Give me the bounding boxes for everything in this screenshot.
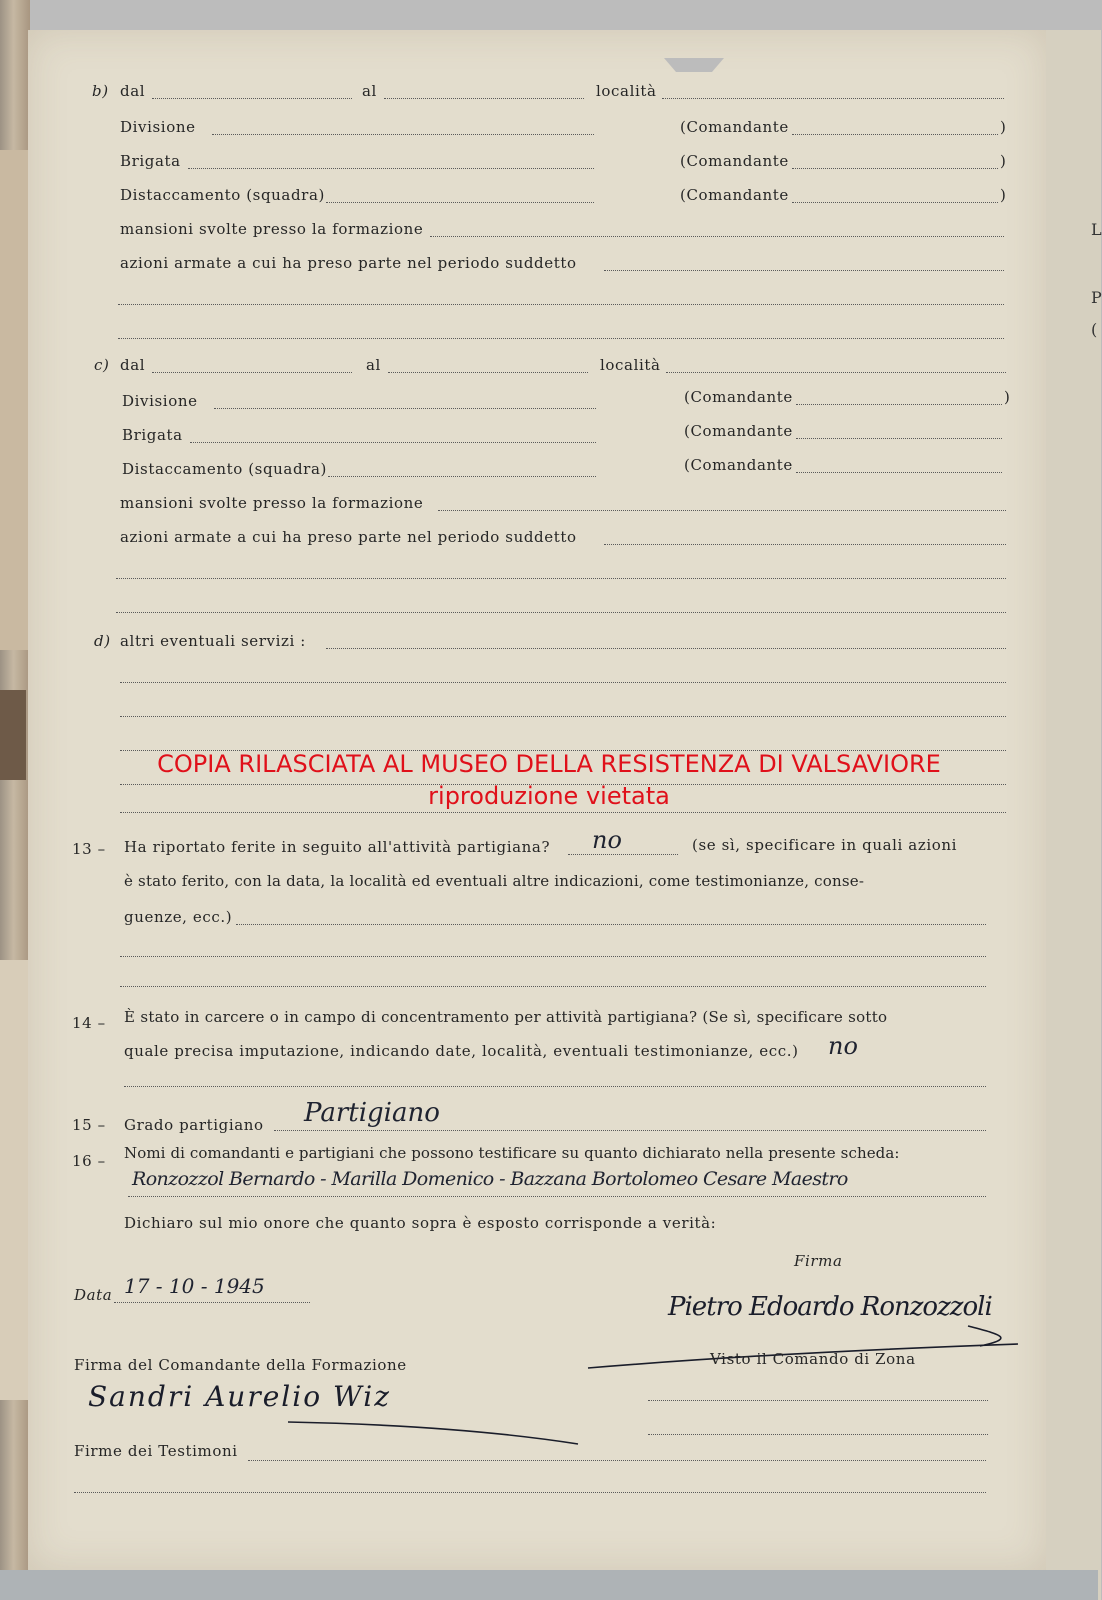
data-value: 17 - 10 - 1945 <box>124 1274 265 1298</box>
adjacent-page-edge <box>0 150 30 650</box>
fragment-text: ( <box>1091 320 1098 339</box>
paren-close: ) <box>1004 388 1011 406</box>
visto-comando-label: Visto il Comando di Zona <box>710 1350 916 1368</box>
comandante-signature: Sandri Aurelio Wiz <box>88 1380 391 1413</box>
label-divisione: Divisione <box>122 392 198 410</box>
q16-number: 16 – <box>72 1152 106 1170</box>
label-mansioni: mansioni svolte presso la formazione <box>120 494 424 512</box>
adjacent-page-right <box>1042 30 1101 1600</box>
scan-background-bottom <box>0 1570 1098 1600</box>
q16-answer: Ronzozzol Bernardo - Marilla Domenico - Bazzana Bortolomeo Cesare Maestro <box>132 1168 848 1190</box>
label-comandante: (Comandante <box>684 456 793 474</box>
label-brigata: Brigata <box>120 152 181 170</box>
field-line[interactable] <box>438 510 1006 511</box>
field-line[interactable] <box>326 202 594 203</box>
label-localita: località <box>596 82 657 100</box>
section-c-letter: c) <box>94 356 110 374</box>
field-line[interactable] <box>190 442 596 443</box>
firme-testimoni-label: Firme dei Testimoni <box>74 1442 238 1460</box>
firma-comandante-label: Firma del Comandante della Formazione <box>74 1356 407 1374</box>
label-azioni: azioni armate a cui ha preso parte nel periodo suddetto <box>120 528 577 546</box>
label-comandante: (Comandante <box>680 152 789 170</box>
field-line[interactable] <box>274 1130 986 1131</box>
field-line[interactable] <box>388 372 588 373</box>
data-label: Data <box>74 1286 113 1304</box>
field-line[interactable] <box>74 1492 986 1493</box>
field-line[interactable] <box>152 98 352 99</box>
field-line[interactable] <box>236 924 986 925</box>
field-line[interactable] <box>792 168 998 169</box>
q14-answer: no <box>828 1032 858 1060</box>
label-comandante: (Comandante <box>680 186 789 204</box>
field-line[interactable] <box>188 168 594 169</box>
field-line[interactable] <box>326 648 1006 649</box>
torn-notch <box>664 58 724 72</box>
field-line[interactable] <box>648 1434 988 1435</box>
q13-instruction-end: guenze, ecc.) <box>124 908 233 926</box>
q13-answer: no <box>592 826 622 854</box>
field-line[interactable] <box>152 372 352 373</box>
field-line[interactable] <box>120 956 986 957</box>
field-line[interactable] <box>118 304 1004 305</box>
label-dal: dal <box>120 356 146 374</box>
label-distaccamento: Distaccamento (squadra) <box>120 186 325 204</box>
label-brigata: Brigata <box>122 426 183 444</box>
label-localita: località <box>600 356 661 374</box>
field-line[interactable] <box>568 854 678 855</box>
field-line[interactable] <box>124 1086 986 1087</box>
section-d-letter: d) <box>94 632 111 650</box>
paren-close: ) <box>1000 152 1007 170</box>
person-signature: Pietro Edoardo Ronzozzoli <box>668 1292 992 1322</box>
field-line[interactable] <box>120 986 986 987</box>
adjacent-page-edge <box>0 960 30 1400</box>
field-line[interactable] <box>796 438 1002 439</box>
field-line[interactable] <box>116 578 1006 579</box>
field-line[interactable] <box>214 408 596 409</box>
field-line[interactable] <box>120 716 1006 717</box>
field-line[interactable] <box>120 682 1006 683</box>
field-line[interactable] <box>792 134 998 135</box>
field-line[interactable] <box>604 270 1004 271</box>
q13-question: Ha riportato ferite in seguito all'attività partigiana? <box>124 838 551 856</box>
field-line[interactable] <box>248 1460 986 1461</box>
paren-close: ) <box>1000 186 1007 204</box>
q13-instruction-cont: è stato ferito, con la data, la località ed eventuali altre indicazioni, come testimonianze, conse- <box>124 872 865 890</box>
field-line[interactable] <box>114 1302 310 1303</box>
field-line[interactable] <box>666 372 1006 373</box>
q15-number: 15 – <box>72 1116 106 1134</box>
q16-label: Nomi di comandanti e partigiani che possono testificare su quanto dichiarato nella presente scheda: <box>124 1144 900 1162</box>
paren-close: ) <box>1000 118 1007 136</box>
field-line[interactable] <box>648 1400 988 1401</box>
field-line[interactable] <box>662 98 1004 99</box>
fragment-text: P <box>1091 288 1102 307</box>
firma-label: Firma <box>794 1252 843 1270</box>
label-al: al <box>366 356 381 374</box>
field-line[interactable] <box>328 476 596 477</box>
field-line[interactable] <box>118 338 1004 339</box>
field-line[interactable] <box>128 1196 986 1197</box>
label-dal: dal <box>120 82 146 100</box>
field-line[interactable] <box>792 202 998 203</box>
q14-number: 14 – <box>72 1014 106 1032</box>
label-altri-servizi: altri eventuali servizi : <box>120 632 306 650</box>
label-divisione: Divisione <box>120 118 196 136</box>
q14-question-cont: quale precisa imputazione, indicando date, località, eventuali testimonianze, ecc.) <box>124 1042 799 1060</box>
watermark-line1: COPIA RILASCIATA AL MUSEO DELLA RESISTENZA DI VALSAVIORE <box>157 750 941 778</box>
q15-answer: Partigiano <box>304 1098 440 1128</box>
watermark-line2: riproduzione vietata <box>428 782 670 810</box>
label-al: al <box>362 82 377 100</box>
label-azioni: azioni armate a cui ha preso parte nel periodo suddetto <box>120 254 577 272</box>
q13-instruction: (se sì, specificare in quali azioni <box>692 836 958 854</box>
fragment-text: L <box>1091 220 1102 239</box>
field-line[interactable] <box>796 404 1002 405</box>
label-comandante: (Comandante <box>680 118 789 136</box>
field-line[interactable] <box>116 612 1006 613</box>
q13-number: 13 – <box>72 840 106 858</box>
field-line[interactable] <box>430 236 1004 237</box>
field-line[interactable] <box>212 134 594 135</box>
field-line[interactable] <box>120 812 1006 813</box>
signature-flourish <box>288 1406 588 1446</box>
declaration-text: Dichiaro sul mio onore che quanto sopra è esposto corrisponde a verità: <box>124 1214 717 1232</box>
field-line[interactable] <box>604 544 1006 545</box>
q15-label: Grado partigiano <box>124 1116 264 1134</box>
label-comandante: (Comandante <box>684 388 793 406</box>
label-comandante: (Comandante <box>684 422 793 440</box>
label-distaccamento: Distaccamento (squadra) <box>122 460 327 478</box>
field-line[interactable] <box>796 472 1002 473</box>
label-mansioni: mansioni svolte presso la formazione <box>120 220 424 238</box>
section-b-letter: b) <box>92 82 109 100</box>
field-line[interactable] <box>384 98 584 99</box>
q14-question: È stato in carcere o in campo di concentramento per attività partigiana? (Se sì, specificare sotto <box>124 1008 888 1026</box>
